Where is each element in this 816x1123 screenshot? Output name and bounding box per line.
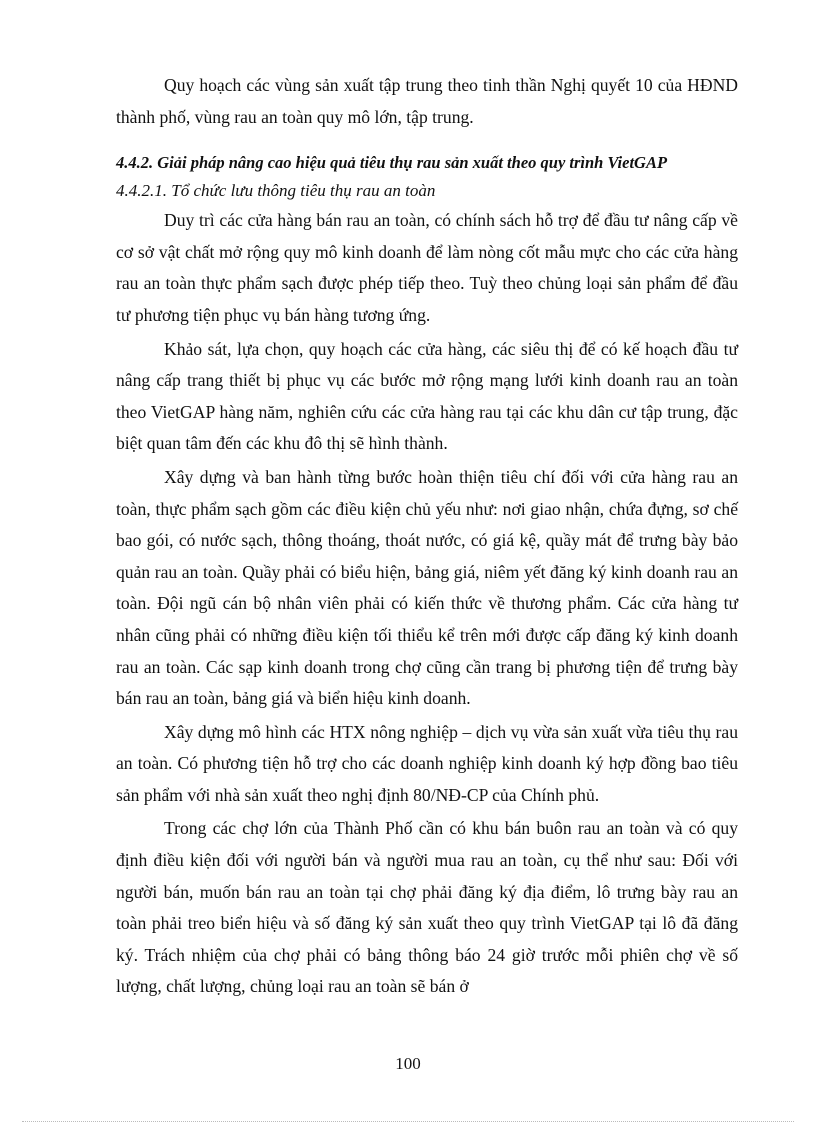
paragraph-3: Xây dựng và ban hành từng bước hoàn thiện tiêu chí đối với cửa hàng rau an toàn, thực phẩm sạch gồm các điều kiện chủ yếu như: nơi giao nhận, chứa đựng, sơ chế bao gói, có nước sạch, thông thoáng, thoát nước, có giá kệ, quầy mát để trưng bày bảo quản rau an toàn. Quầy phải có biểu hiện, bảng giá, niêm yết đăng ký kinh doanh rau an toàn. Đội ngũ cán bộ nhân viên phải có kiến thức về thương phẩm. Các cửa hàng tư nhân cũng phải có những điều kiện tối thiểu kể trên mới được cấp đăng ký kinh doanh rau an toàn. Các sạp kinh doanh trong chợ cũng cần trang bị phương tiện để trưng bày bán rau an toàn, bảng giá và biển hiệu kinh doanh. [116,466,738,709]
paragraph-2: Khảo sát, lựa chọn, quy hoạch các cửa hàng, các siêu thị để có kế hoạch đầu tư nâng cấp trang thiết bị phục vụ các bước mở rộng mạng lưới kinh doanh rau an toàn theo VietGAP hàng năm, nghiên cứu các cửa hàng rau tại các khu dân cư tập trung, đặc biệt quan tâm đến các khu đô thị sẽ hình thành. [116,338,738,454]
page-bottom-rule [22,1121,794,1122]
body-text [116,70,738,1003]
paragraph-1: Duy trì các cửa hàng bán rau an toàn, có chính sách hỗ trợ để đầu tư nâng cấp về cơ sở vật chất mở rộng quy mô kinh doanh để làm nòng cốt mẫu mực cho các cửa hàng rau an toàn thực phẩm sạch được phép tiếp theo. Tuỳ theo chủng loại sản phẩm để đầu tư phương tiện phục vụ bán hàng tương ứng. [116,210,738,325]
paragraph-5: Trong các chợ lớn của Thành Phố cần có khu bán buôn rau an toàn và có quy định điều kiện đối với người bán và người mua rau an toàn, cụ thể như sau: Đối với người bán, muốn bán rau an toàn tại chợ phải đăng ký địa điểm, lô trưng bày rau an toàn phải treo biển hiệu và số đăng ký sản xuất theo quy trình VietGAP tại lô đã đăng ký. Trách nhiệm của chợ phải có bảng thông báo 24 giờ trước mỗi phiên chợ về số lượng, chất lượng, chủng loại rau an toàn sẽ bán ở [116,818,738,997]
page-number: 100 [395,1054,421,1073]
subsection-heading: 4.4.2.1. Tổ chức lưu thông tiêu thụ rau an toàn [116,181,436,201]
intro-paragraph: Quy hoạch các vùng sản xuất tập trung theo tinh thần Nghị quyết 10 của HĐND thành phố, vùng rau an toàn quy mô lớn, tập trung. [116,75,738,127]
section-heading: 4.4.2. Giải pháp nâng cao hiệu quả tiêu thụ rau sản xuất theo quy trình VietGAP [116,153,668,173]
paragraph-4: Xây dựng mô hình các HTX nông nghiệp – dịch vụ vừa sản xuất vừa tiêu thụ rau an toàn. Có phương tiện hỗ trợ cho các doanh nghiệp kinh doanh ký hợp đồng bao tiêu sản phẩm với nhà sản xuất theo nghị định 80/NĐ-CP của Chính phủ. [116,721,738,805]
